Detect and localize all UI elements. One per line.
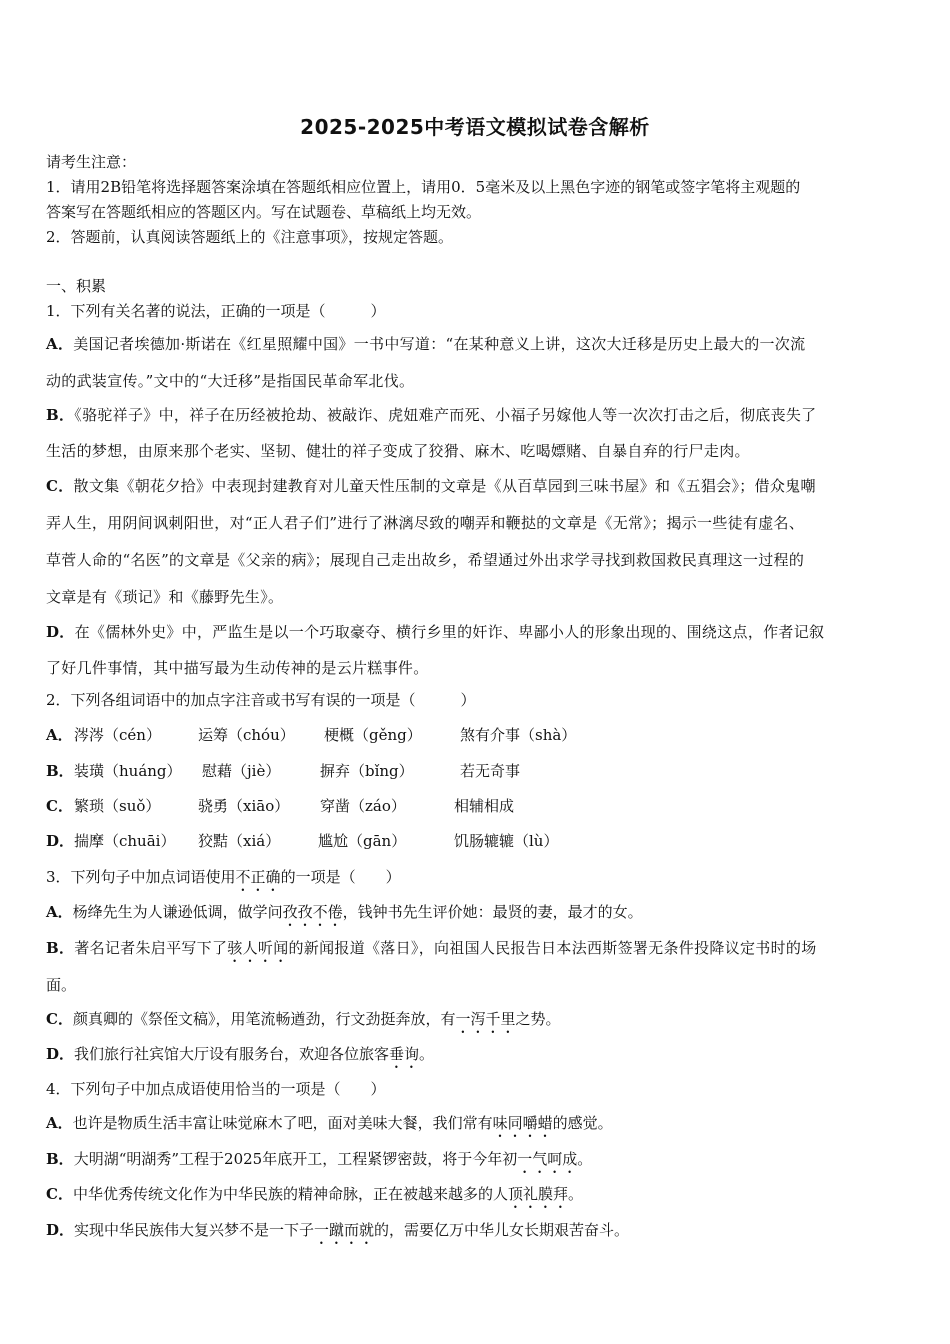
q3-option-c [46, 1009, 906, 1037]
word-item: 装璜（huáng） [74, 762, 182, 780]
option-label: A． [46, 903, 73, 921]
option-label: B． [46, 1150, 74, 1168]
q4-option-d [46, 1220, 906, 1248]
word-item: 涔涔（cén） [74, 726, 161, 744]
option-text: 的新闻报道《落日》，向祖国人民报告日本法西斯签署无条件投降议定书时的场 [288, 939, 817, 957]
question-2-stem: 2．下列各组词语中的加点字注音或书写有误的一项是（ ） [46, 691, 476, 709]
option-label: A． [46, 335, 74, 353]
q3-option-b [46, 938, 906, 966]
q4-option-a [46, 1113, 906, 1141]
word-item: 穿凿（záo） [320, 797, 406, 815]
word-item: 煞有介事（shà） [460, 726, 577, 744]
option-text: 著名记者朱启平写下了 [74, 939, 228, 957]
question-3-stem [46, 867, 906, 895]
dotted-phrase: 一蹴而就 [314, 1221, 375, 1239]
q1-option-d [46, 622, 906, 642]
q3-option-d [46, 1044, 906, 1072]
q1-option-b [46, 405, 906, 425]
q1-option-a [46, 334, 906, 354]
option-label: D． [46, 832, 75, 850]
option-text: 颜真卿的《祭侄文稿》，用笔流畅遒劲，行文劲挺奔放，有 [72, 1010, 456, 1028]
stem-text: 的一项是（ ） [280, 868, 401, 886]
dotted-phrase: 骇人听闻 [227, 939, 289, 957]
q1-option-c-cont: 弄人生，用阴间讽刺阳世，对“正人君子们”进行了淋漓尽致的嘲弄和鞭挞的文章是《无常》；揭示一些徒有虚名、 [46, 514, 805, 532]
option-text: 实现中华民族伟大复兴梦不是一下子 [74, 1221, 315, 1239]
q1-option-a-cont: 动的武装宣传。”文中的“大迁移”是指国民革命军北伐。 [46, 372, 415, 390]
option-label: A． [46, 726, 73, 744]
word-item: 相辅相成 [454, 797, 515, 815]
option-label: A． [46, 1114, 73, 1132]
notice-item: 2．答题前，认真阅读答题纸上的《注意事项》，按规定答题。 [46, 228, 454, 246]
word-item: 梗概（gěng） [324, 726, 422, 744]
option-label: B． [46, 406, 75, 424]
option-text: 《骆驼祥子》中，祥子在历经被抢劫、被敲诈、虎妞难产而死、小福子另嫁他人等一次次打击之后，彻底丧失了 [74, 406, 817, 424]
option-label: C． [46, 797, 73, 815]
option-label: B． [46, 939, 75, 957]
option-text: 。 [577, 1150, 593, 1168]
emphasis-text: 不正确 [235, 868, 281, 886]
q1-option-c [46, 476, 906, 496]
dotted-phrase: 一气呵成 [517, 1150, 578, 1168]
option-label: C． [46, 1185, 73, 1203]
page-title: 2025-2025中考语文模拟试卷含解析 [300, 115, 650, 139]
option-label: B． [46, 762, 74, 780]
word-item: 饥肠辘辘（lù） [454, 832, 559, 850]
option-text: 在《儒林外史》中，严监生是以一个巧取豪夺、横行乡里的奸诈、卑鄙小人的形象出现的、围绕这点，作者记叙 [74, 623, 825, 641]
option-text: ，钱钟书先生评价她：最贤的妻，最才的女。 [342, 903, 643, 921]
dotted-phrase: 味同嚼蜡 [492, 1114, 553, 1132]
dotted-phrase: 顶礼膜拜 [507, 1185, 568, 1203]
dotted-phrase: 孜孜不倦 [282, 903, 343, 921]
word-item: 揣摩（chuāi） [74, 832, 176, 850]
q1-option-d-cont: 了好几件事情，其中描写最为生动传神的是云片糕事件。 [46, 659, 429, 677]
option-text: 大明湖“明湖秀”工程于2025年底开工，工程紧锣密鼓，将于今年初 [73, 1150, 518, 1168]
dotted-phrase: 垂询 [389, 1045, 420, 1063]
q1-option-c-cont: 草菅人命的“名医”的文章是《父亲的病》；展现自己走出故乡，希望通过外出求学寻找到救国救民真理这一过程的 [46, 551, 805, 569]
q3-option-b-cont: 面。 [46, 976, 77, 994]
option-text: 美国记者埃德加·斯诺在《红星照耀中国》一书中写道：“在某种意义上讲，这次大迁移是历史上最大的一次流 [73, 335, 806, 353]
word-item: 骁勇（xiāo） [198, 797, 290, 815]
word-item: 若无奇事 [460, 762, 521, 780]
section-heading: 一、积累 [46, 277, 107, 295]
option-text: 散文集《朝花夕拾》中表现封建教育对儿童天性压制的文章是《从百草园到三味书屋》和《五猖会》；借众鬼嘲 [73, 477, 816, 495]
option-text: 之势。 [515, 1010, 561, 1028]
q4-option-c [46, 1184, 906, 1212]
q3-option-a [46, 902, 906, 930]
option-text: 。 [567, 1185, 583, 1203]
option-text: 杨绛先生为人谦逊低调，做学问 [72, 903, 283, 921]
option-text: 我们旅行社宾馆大厅设有服务台，欢迎各位旅客 [74, 1045, 390, 1063]
word-item: 运筹（chóu） [198, 726, 295, 744]
word-item: 尴尬（gān） [318, 832, 407, 850]
option-label: C． [46, 1010, 73, 1028]
option-text: 也许是物质生活丰富让味觉麻木了吧，面对美味大餐，我们常有 [72, 1114, 493, 1132]
option-text: 。 [419, 1045, 435, 1063]
word-item: 摒弃（bǐng） [320, 762, 414, 780]
word-item: 狡黠（xiá） [198, 832, 281, 850]
option-label: D． [46, 1045, 75, 1063]
option-label: D． [46, 1221, 75, 1239]
q4-option-b [46, 1149, 906, 1177]
option-text: 的，需要亿万中华儿女长期艰苦奋斗。 [374, 1221, 630, 1239]
dotted-phrase: 一泻千里 [455, 1010, 516, 1028]
option-label: D． [46, 623, 75, 641]
notice-heading: 请考生注意： [46, 153, 137, 171]
q1-option-c-cont: 文章是有《琐记》和《藤野先生》。 [46, 588, 284, 606]
question-4-stem: 4．下列句子中加点成语使用恰当的一项是（ ） [46, 1080, 386, 1098]
stem-text: 3．下列句子中加点词语使用 [46, 868, 236, 886]
option-text: 中华优秀传统文化作为中华民族的精神命脉，正在被越来越多的人 [72, 1185, 508, 1203]
word-item: 繁琐（suǒ） [74, 797, 161, 815]
notice-item: 1．请用2B铅笔将选择题答案涂填在答题纸相应位置上，请用0．5毫米及以上黑色字迹的钢笔或签字笔将主观题的 [46, 178, 801, 196]
notice-item: 答案写在答题纸相应的答题区内。写在试题卷、草稿纸上均无效。 [46, 203, 482, 221]
q1-option-b-cont: 生活的梦想，由原来那个老实、坚韧、健壮的祥子变成了狡猾、麻木、吃喝嫖赌、自暴自弃的行尸走肉。 [46, 442, 750, 460]
option-label: C． [46, 477, 74, 495]
question-1-stem: 1．下列有关名著的说法，正确的一项是（ ） [46, 302, 386, 320]
option-text: 的感觉。 [552, 1114, 613, 1132]
word-item: 慰藉（jiè） [202, 762, 281, 780]
